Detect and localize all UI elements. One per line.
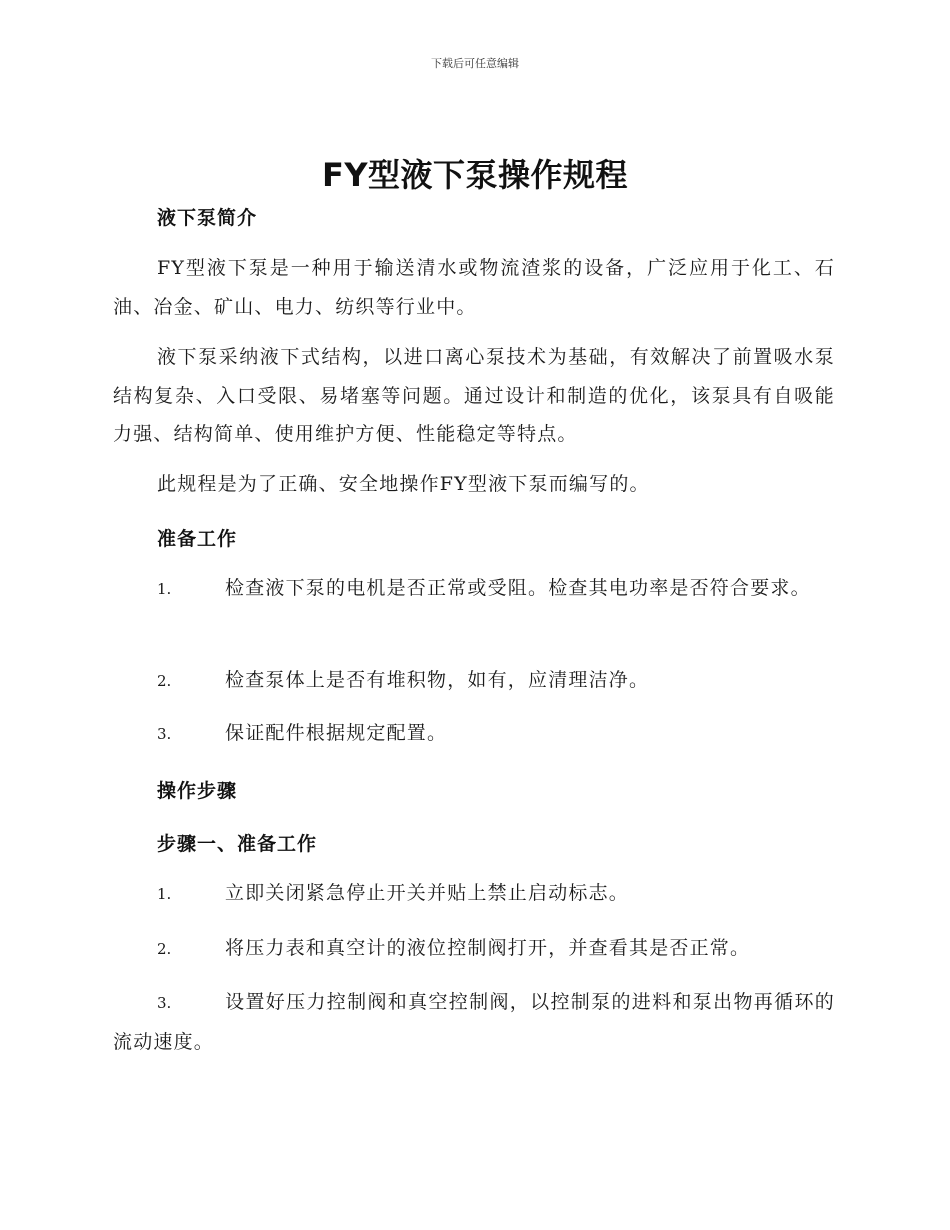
list-item xyxy=(113,569,835,609)
intro-paragraph-3: 此规程是为了正确、安全地操作FY型液下泵而编写的。 xyxy=(157,473,650,495)
list-item xyxy=(113,661,835,701)
list-item-number: 3. xyxy=(157,994,172,1012)
list-item xyxy=(113,714,835,754)
list-item-text: 检查泵体上是否有堆积物，如有，应清理洁净。 xyxy=(225,669,650,691)
intro-paragraph-2: 液下泵采纳液下式结构，以进口离心泵技术为基础，有效解决了前置吸水泵结构复杂、入口受限、易堵塞等问题。通过设计和制造的优化，该泵具有自吸能力强、结构简单、使用维护方便、性能稳定等特点。 xyxy=(113,346,835,445)
list-item-number: 1. xyxy=(157,580,172,598)
list-item xyxy=(113,983,835,1061)
list-item-number: 2. xyxy=(157,672,172,690)
section-heading-intro: 液下泵简介 xyxy=(157,207,258,229)
subsection-heading-step1: 步骤一、准备工作 xyxy=(157,833,318,855)
list-item-text: 检查液下泵的电机是否正常或受阻。检查其电功率是否符合要求。 xyxy=(225,577,811,599)
list-item-text: 将压力表和真空计的液位控制阀打开，并查看其是否正常。 xyxy=(225,937,751,959)
list-item-number: 1. xyxy=(157,885,172,903)
list-item-number: 2. xyxy=(157,940,172,958)
list-item-text: 保证配件根据规定配置。 xyxy=(225,722,448,744)
list-item-text: 设置好压力控制阀和真空控制阀，以控制泵的进料和泵出物再循环的流动速度。 xyxy=(113,991,835,1053)
list-item-number: 3. xyxy=(157,725,172,743)
document-title: FY型液下泵操作规程 xyxy=(321,156,629,194)
list-item xyxy=(113,874,835,914)
section-heading-operation-steps: 操作步骤 xyxy=(157,780,238,802)
page-header-note: 下载后可任意编辑 xyxy=(431,57,519,70)
intro-paragraph-1: FY型液下泵是一种用于输送清水或物流渣浆的设备，广泛应用于化工、石油、冶金、矿山、电力、纺织等行业中。 xyxy=(113,257,835,318)
section-heading-preparation: 准备工作 xyxy=(157,528,238,550)
list-item xyxy=(113,929,835,969)
list-item-text: 立即关闭紧急停止开关并贴上禁止启动标志。 xyxy=(225,882,630,904)
